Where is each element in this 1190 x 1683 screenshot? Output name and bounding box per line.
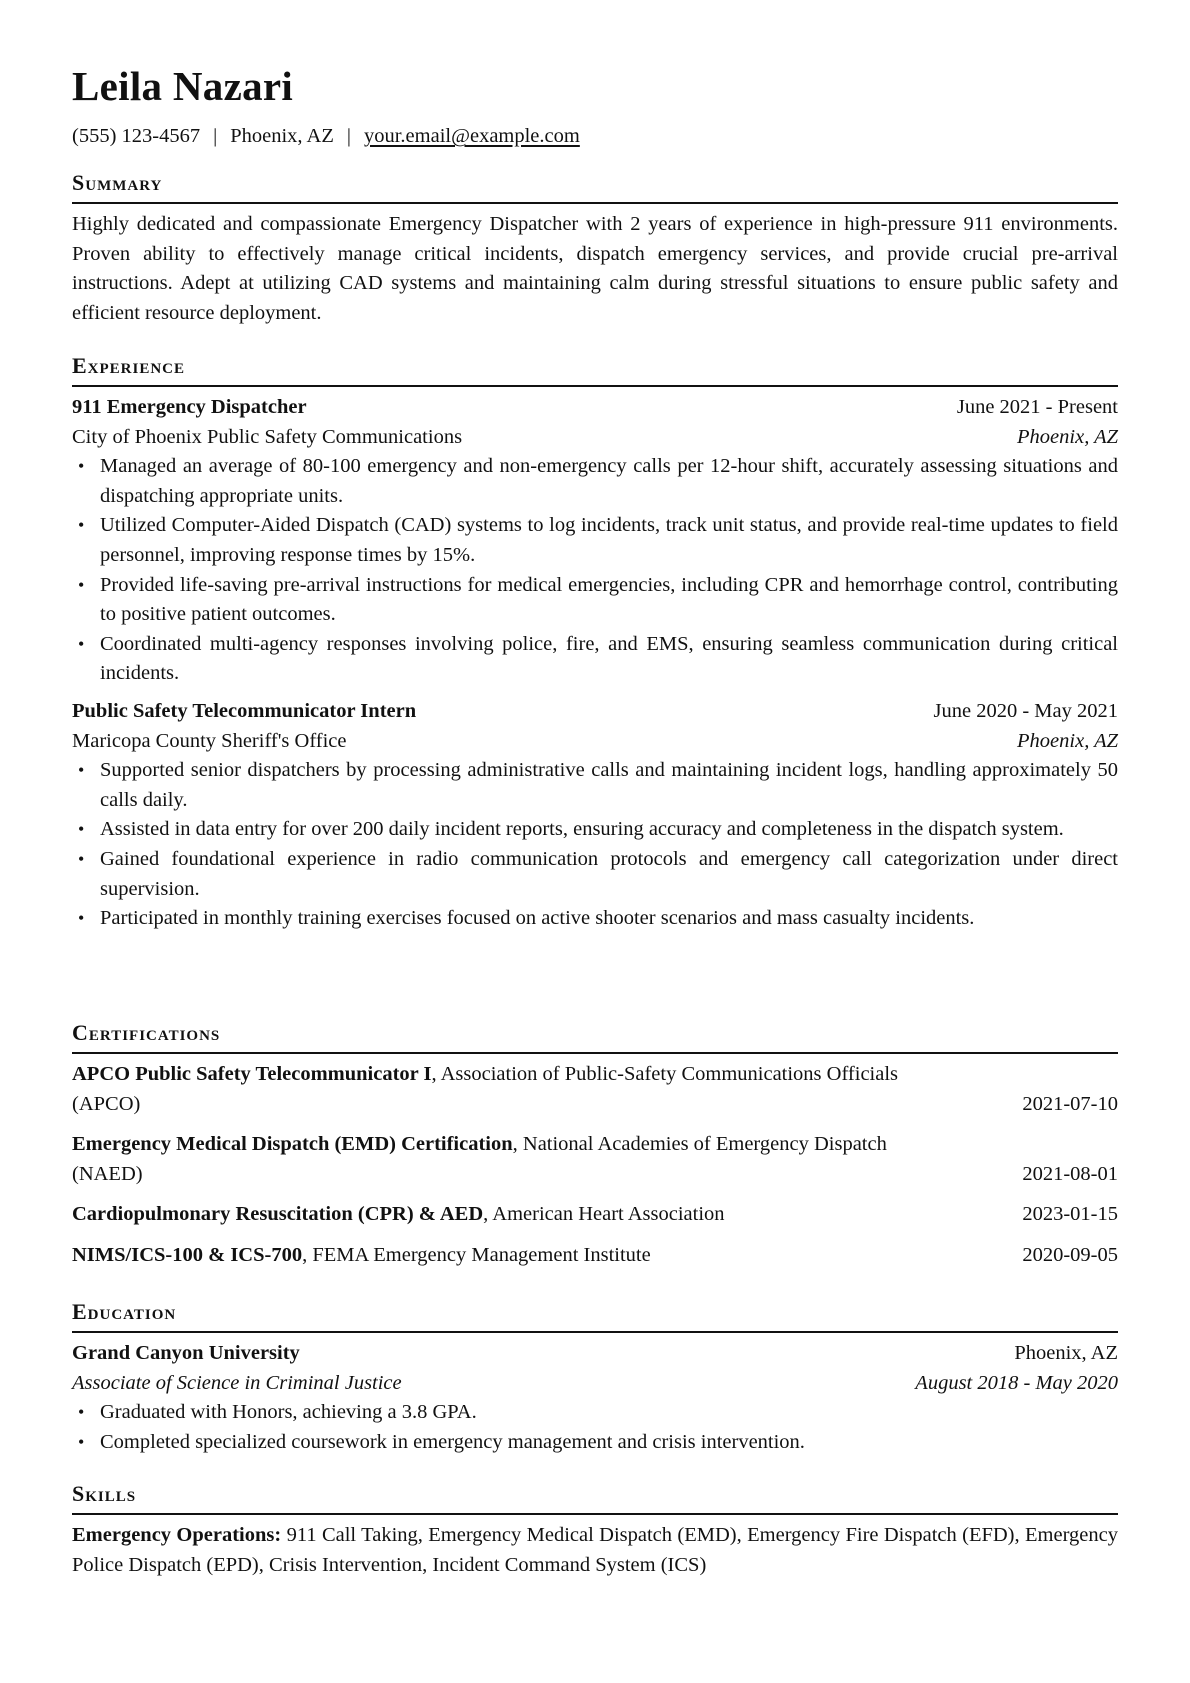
- company-name: Maricopa County Sheriff's Office: [72, 729, 347, 752]
- job-dates: June 2021 - Present: [956, 396, 1118, 418]
- cert-date: 2023-01-15: [1022, 1203, 1118, 1226]
- education-section: [72, 1299, 1118, 1457]
- cert-date: 2021-08-01: [1022, 1162, 1118, 1185]
- cert-date: 2020-09-05: [1022, 1243, 1118, 1266]
- job-entry: [72, 393, 1118, 689]
- cert-entry: [72, 1200, 1118, 1230]
- cert-date: 2021-07-10: [1022, 1092, 1118, 1115]
- cert-name: Cardiopulmonary Resuscitation (CPR) & AED: [72, 1203, 484, 1226]
- cert-issuer: , National Academies of Emergency Dispatch: [512, 1133, 887, 1156]
- cert-issuer: , FEMA Emergency Management Institute: [302, 1243, 651, 1266]
- cert-name: Emergency Medical Dispatch (EMD) Certification: [72, 1133, 513, 1156]
- bullet-item: • Assisted in data entry for over 200 daily incident reports, ensuring accuracy and completeness in the dispatch system.: [72, 815, 1118, 845]
- cert-issuer-cont: (NAED): [72, 1162, 143, 1185]
- section-divider: [72, 202, 1118, 204]
- job-title: Public Safety Telecommunicator Intern: [72, 699, 417, 722]
- bullet-item: • Provided life-saving pre-arrival instructions for medical emergencies, including CPR and hemorrhage control, contributing to positive patient outcomes.: [72, 571, 1118, 630]
- email-link[interactable]: your.email@example.com: [363, 125, 580, 147]
- bullet-item: • Graduated with Honors, achieving a 3.8 GPA.: [72, 1398, 1118, 1428]
- bullet-item: • Gained foundational experience in radio communication protocols and emergency call categorization under direct supervision.: [72, 845, 1118, 904]
- job-dates: June 2020 - May 2021: [933, 699, 1118, 722]
- section-title: Certifications: [72, 1020, 221, 1045]
- location: Phoenix, AZ: [230, 125, 334, 147]
- skills-section: [72, 1481, 1118, 1580]
- section-title: Experience: [72, 353, 186, 378]
- section-divider: [72, 1331, 1118, 1333]
- bullet-item: • Supported senior dispatchers by processing administrative calls and maintaining incident logs, handling approximately 50 calls daily.: [72, 756, 1118, 815]
- section-divider: [72, 385, 1118, 387]
- job-bullets: [72, 452, 1118, 689]
- job-title: 911 Emergency Dispatcher: [72, 396, 307, 418]
- candidate-name: Leila Nazari: [72, 63, 294, 109]
- education-bullets: [72, 1398, 1118, 1457]
- job-location: Phoenix, AZ: [1017, 729, 1118, 752]
- bullet-item: • Utilized Computer-Aided Dispatch (CAD) systems to log incidents, track unit status, and provide real-time updates to field personnel, improving response times by 15%.: [72, 511, 1118, 570]
- company-name: City of Phoenix Public Safety Communications: [72, 425, 463, 448]
- skill-items: 911 Call Taking, Emergency Medical Dispatch (EMD), Emergency Fire Dispatch (EFD), Emergency Police Dispatch (EPD), Crisis Intervention, Incident Command System (ICS): [72, 1524, 1118, 1576]
- section-title: Skills: [72, 1481, 137, 1506]
- separator: |: [213, 125, 218, 147]
- experience-section: [72, 353, 1118, 934]
- cert-name: NIMS/ICS-100 & ICS-700: [72, 1243, 303, 1266]
- section-title: Summary: [72, 170, 163, 195]
- job-entry: [72, 697, 1118, 934]
- education-entry: [72, 1339, 1118, 1457]
- cert-issuer: , American Heart Association: [483, 1203, 725, 1226]
- contact-line: [72, 122, 580, 150]
- section-divider: [72, 1052, 1118, 1054]
- cert-issuer: , Association of Public-Safety Communications Officials: [431, 1063, 899, 1085]
- education-dates: August 2018 - May 2020: [915, 1371, 1118, 1394]
- phone: (555) 123-4567: [72, 125, 201, 147]
- school-location: Phoenix, AZ: [1014, 1342, 1118, 1364]
- separator: |: [346, 125, 351, 147]
- skill-category: [72, 1521, 1118, 1580]
- section-divider: [72, 1513, 1118, 1515]
- section-title: Education: [72, 1299, 177, 1324]
- cert-entry: [72, 1241, 1118, 1271]
- job-bullets: [72, 756, 1118, 934]
- skill-label: Emergency Operations:: [72, 1524, 282, 1546]
- cert-issuer-cont: (APCO): [72, 1092, 141, 1115]
- degree: Associate of Science in Criminal Justice: [72, 1371, 402, 1394]
- summary-text: Highly dedicated and compassionate Emergency Dispatcher with 2 years of experience in high-pressure 911 environments. Proven ability to effectively manage critical incidents, dispatch emergency services, and provide crucial pre-arrival instructions. Adept at utilizing CAD systems and maintaining calm during stressful situations to ensure public safety and efficient resource deployment.: [72, 213, 1118, 324]
- bullet-item: • Coordinated multi-agency responses involving police, fire, and EMS, ensuring seamless communication during critical incidents.: [72, 630, 1118, 689]
- cert-name: APCO Public Safety Telecommunicator I: [72, 1063, 432, 1085]
- cert-entry: [72, 1130, 1118, 1189]
- bullet-item: • Managed an average of 80-100 emergency and non-emergency calls per 12-hour shift, accurately assessing situations and dispatching appropriate units.: [72, 452, 1118, 511]
- school-name: Grand Canyon University: [72, 1342, 300, 1364]
- bullet-item: • Completed specialized coursework in emergency management and crisis intervention.: [72, 1428, 1118, 1458]
- bullet-item: • Participated in monthly training exercises focused on active shooter scenarios and mass casualty incidents.: [72, 904, 1118, 934]
- job-location: Phoenix, AZ: [1017, 425, 1118, 448]
- summary-section: [72, 170, 1118, 328]
- certifications-section: [72, 1020, 1118, 1282]
- cert-entry: [72, 1060, 1118, 1119]
